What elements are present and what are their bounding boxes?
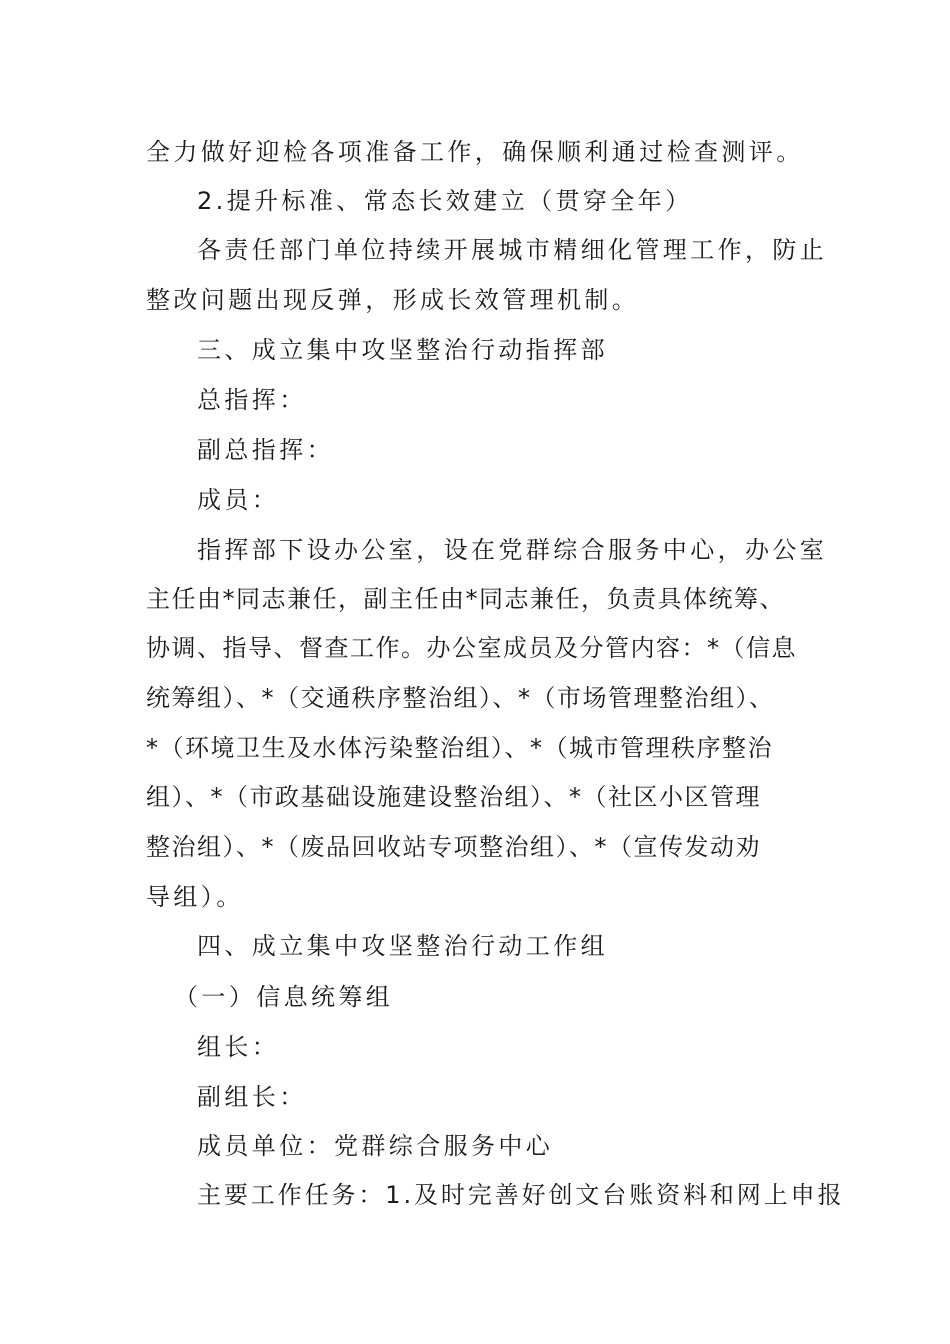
paragraph-line: 指挥部下设办公室，设在党群综合服务中心，办公室 — [197, 536, 828, 564]
paragraph-line: 主任由*同志兼任，副主任由*同志兼任，负责具体统筹、 — [146, 585, 785, 613]
paragraph-line: 整改问题出现反弹，形成长效管理机制。 — [146, 286, 640, 314]
paragraph-line: 各责任部门单位持续开展城市精细化管理工作，防止 — [197, 236, 828, 264]
paragraph-line: 副总指挥： — [197, 436, 334, 464]
paragraph-line: 组）、*（市政基础设施建设整治组）、*（社区小区管理 — [146, 783, 761, 811]
paragraph-line: 主要工作任务：1.及时完善好创文台账资料和网上申报 — [197, 1181, 845, 1209]
paragraph-line: 全力做好迎检各项准备工作，确保顺利通过检查测评。 — [146, 138, 804, 166]
subsection-heading: （一）信息统筹组 — [174, 983, 394, 1011]
paragraph-line: 组长： — [197, 1033, 280, 1061]
paragraph-line: 副组长： — [197, 1083, 307, 1111]
paragraph-line: 导组）。 — [146, 883, 244, 911]
section-heading: 2.提升标准、常态长效建立（贯穿全年） — [197, 187, 693, 215]
paragraph-line: 成员： — [197, 486, 280, 514]
paragraph-line: *（环境卫生及水体污染整治组）、*（城市管理秩序整治 — [146, 734, 773, 762]
paragraph-line: 整治组）、*（废品回收站专项整治组）、*（宣传发动劝 — [146, 833, 761, 861]
section-heading: 四、成立集中攻坚整治行动工作组 — [197, 932, 608, 960]
section-heading: 三、成立集中攻坚整治行动指挥部 — [197, 336, 608, 364]
paragraph-line: 统筹组）、*（交通秩序整治组）、*（市场管理整治组）、 — [146, 684, 775, 712]
paragraph-line: 成员单位：党群综合服务中心 — [197, 1132, 554, 1160]
paragraph-line: 协调、指导、督查工作。办公室成员及分管内容：*（信息 — [146, 634, 797, 662]
paragraph-line: 总指挥： — [197, 386, 307, 414]
